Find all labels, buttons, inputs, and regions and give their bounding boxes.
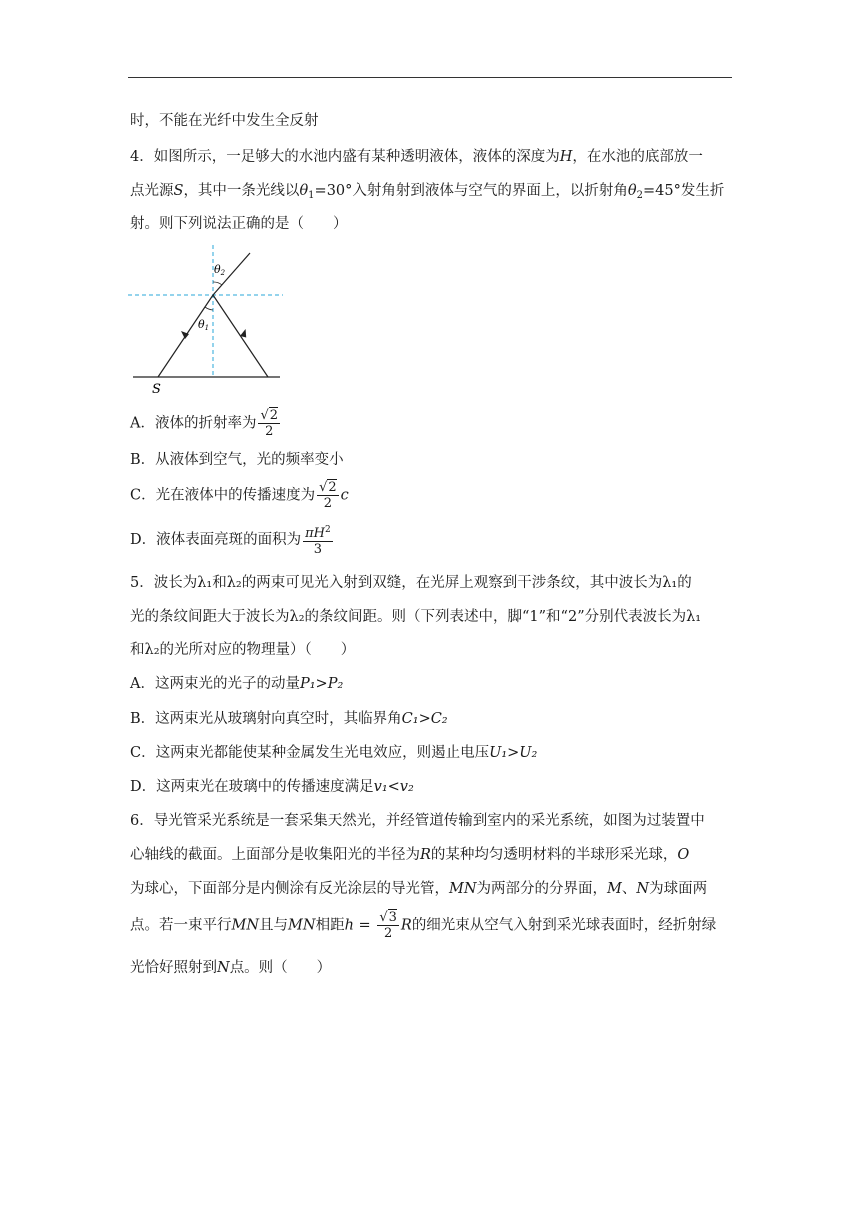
q4-option-b: B．从液体到空气，光的频率变小 xyxy=(130,452,344,468)
q6-line1: 6．导光管采光系统是一套采集天然光，并经管道传输到室内的采光系统，如图为过装置中 xyxy=(130,813,705,829)
q5-option-a: A．这两束光的光子的动量P₁>P₂ xyxy=(130,676,344,692)
q5-option-c: C．这两束光都能使某种金属发生光电效应，则遏止电压U₁>U₂ xyxy=(130,745,538,761)
theta1-arc xyxy=(205,307,213,310)
theta2-arc xyxy=(213,282,222,285)
q4-option-d: D．液体表面亮斑的面积为 $\frac{\pi H^2}{3}$ xyxy=(130,525,331,557)
q5-line3: 和λ₂的光所对应的物理量）（ ） xyxy=(130,642,356,658)
theta1-label: θ1 xyxy=(198,318,210,332)
intro-line: 时，不能在光纤中发生全反射 xyxy=(130,113,319,129)
q6-line5: 光恰好照射到N点。则（ ） xyxy=(130,960,332,976)
q6-line3: 为球心，下面部分是内侧涂有反光涂层的导光管，MN为两部分的分界面，M、N为球面两 xyxy=(130,881,708,897)
theta2-label: θ2 xyxy=(214,263,226,277)
q5-line2: 光的条纹间距大于波长为λ₂的条纹间距。则（下列表述中，脚“1”和“2”分别代表波长为λ₁ xyxy=(130,609,702,625)
q5-option-b: B．这两束光从玻璃射向真空时，其临界角C₁>C₂ xyxy=(130,711,448,727)
q6-line4: 点。若一束平行MN且与MN相距h = $\frac{√3}{2}$ R的细光束从空气入射到采光球表面时，经折射绿 xyxy=(130,910,717,941)
q6-line2: 心轴线的截面。上面部分是收集阳光的半径为R的某种均匀透明材料的半球形采光球，O xyxy=(130,847,690,863)
q4-line2: 点光源S，其中一条光线以$\theta_1=30^\circ$入射角射到液体与空气的界面上，以折射角$\theta_2=45^\circ$发生折 xyxy=(130,183,725,201)
q4-option-c: C．光在液体中的传播速度为 $\frac{√2}{2}$ c xyxy=(130,480,349,511)
source-s-label: S xyxy=(152,382,161,397)
q4-line3: 射。则下列说法正确的是（ ） xyxy=(130,216,348,232)
q4-option-a: A．液体的折射率为 $\frac{√2}{2}$ xyxy=(130,408,279,439)
header-rule xyxy=(128,77,732,78)
q5-option-d: D．这两束光在玻璃中的传播速度满足v₁<v₂ xyxy=(130,779,414,795)
q5-line1: 5．波长为λ₁和λ₂的两束可见光入射到双缝，在光屏上观察到干涉条纹，其中波长为λ₁的 xyxy=(130,575,692,591)
q4-line1: 4．如图所示，一足够大的水池内盛有某种透明液体，液体的深度为H，在水池的底部放一 xyxy=(130,149,703,165)
refraction-diagram xyxy=(128,240,288,400)
